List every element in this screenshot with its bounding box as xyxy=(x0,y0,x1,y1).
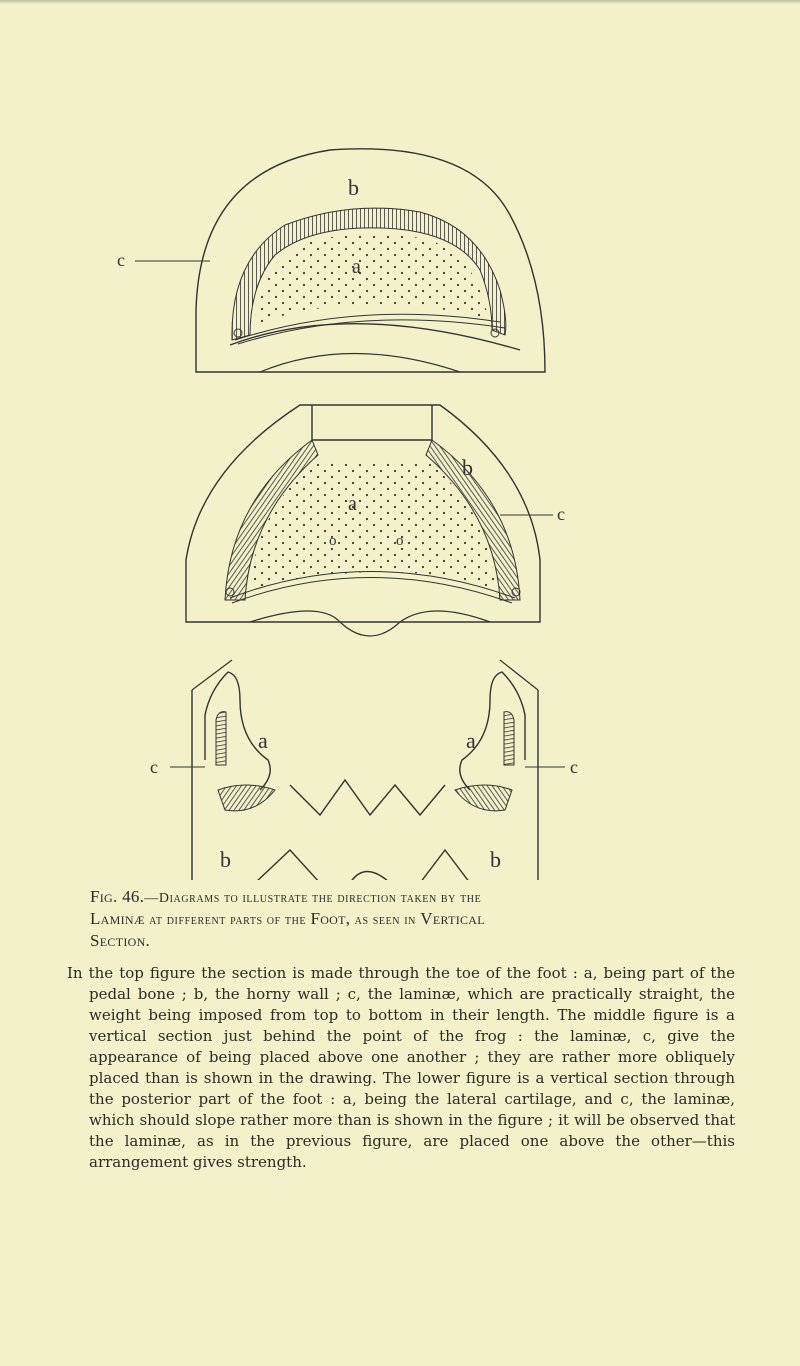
lower-label-a-right: a xyxy=(466,728,476,753)
lower-label-a-left: a xyxy=(258,728,268,753)
caption-line-1 xyxy=(90,887,730,909)
middle-label-a: a xyxy=(348,493,357,515)
top-label-a: a xyxy=(352,256,361,278)
middle-label-c: c xyxy=(557,504,565,524)
top-figure xyxy=(135,149,545,372)
caption-line2-small: at different parts of the xyxy=(149,913,307,928)
caption-line-2 xyxy=(90,909,730,931)
caption-line-3 xyxy=(90,931,730,952)
caption-line2-small2: as seen in xyxy=(354,913,416,928)
top-sole xyxy=(260,354,460,373)
caption-vertical: Vertical xyxy=(420,909,485,928)
top-pedal-bone xyxy=(255,234,488,325)
caption-line1-rest: —Diagrams to illustrate the direction taken by the xyxy=(144,891,482,906)
middle-label-o-right: o xyxy=(396,533,404,549)
caption-foot: Foot, xyxy=(310,909,351,928)
top-label-c: c xyxy=(117,250,125,270)
lower-bars xyxy=(255,850,470,880)
caption-section: Section. xyxy=(90,931,151,950)
lower-label-b-right: b xyxy=(490,847,501,872)
caption-fig-number: Fig. 46. xyxy=(90,887,145,906)
middle-figure xyxy=(186,405,553,636)
lower-left-laminae xyxy=(216,712,226,765)
caption-laminae: Laminæ xyxy=(90,909,145,928)
middle-label-o-left: o xyxy=(329,533,337,549)
body-text xyxy=(67,963,735,1173)
top-inner-base xyxy=(230,324,520,350)
lower-frog xyxy=(290,780,445,815)
lower-label-b-left: b xyxy=(220,847,231,872)
body-paragraph xyxy=(67,963,735,1173)
body-paragraph-text: In the top figure the section is made through the toe of the foot : a, being part of the pedal bone ; b, the horny wall ; c, the laminæ, which are practically straight, the weight being imposed from top to bottom in their length. The middle figure is a vertical section just behind the point of the frog : the laminæ, c, give the appearance of being placed above one another ; they are rather more obliquely placed than is shown in the drawing. The lower figure is a vertical section through the posterior part of the foot : a, being the lateral cartilage, and c, the laminæ, which should slope rather more than is shown in the figure ; it will be observed that the laminæ, as in the previous figure, are placed one above the other—this arrangement gives strength. xyxy=(67,964,735,1171)
lower-label-c-left: c xyxy=(150,757,158,777)
top-label-b: b xyxy=(348,175,359,200)
middle-top-box xyxy=(312,405,432,440)
middle-label-b: b xyxy=(462,455,473,480)
figure-caption xyxy=(90,887,730,952)
middle-frog xyxy=(250,611,490,636)
lower-right-laminae xyxy=(504,712,514,765)
lower-label-c-right: c xyxy=(570,757,578,777)
